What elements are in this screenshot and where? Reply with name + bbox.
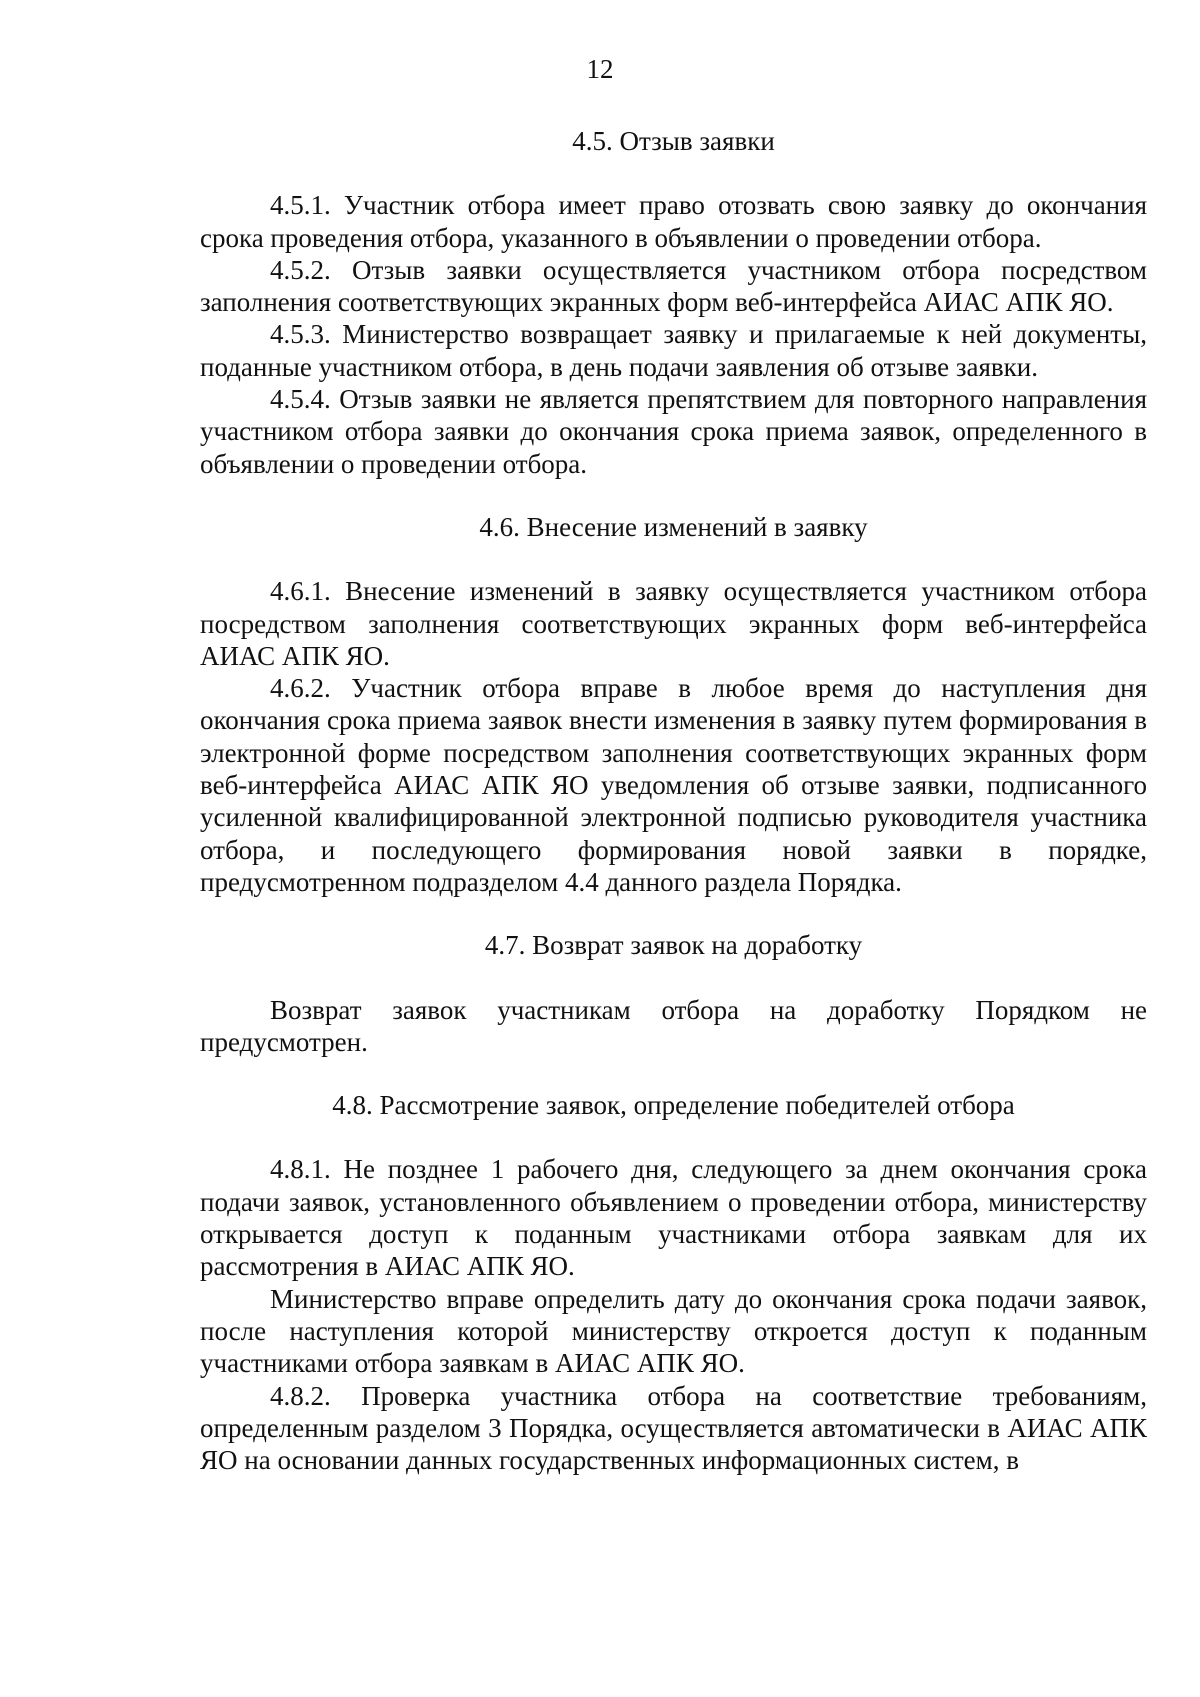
document-body [200,125,1147,1476]
spacer [200,898,1147,929]
paragraph-4-7: Возврат заявок участникам отбора на доработку Порядком не предусмотрен. [200,994,1147,1057]
section-heading-4-5: 4.5. Отзыв заявки [572,126,775,156]
section-heading-4-7: 4.7. Возврат заявок на доработку [484,930,863,961]
spacer [200,480,1147,511]
paragraph-4-8-2: 4.8.2. Проверка участника отбора на соответствие требованиям, определенным разделом 3 Порядка, осуществляется автоматически в АИАС АПК ЯО на основании данных государственных информационных систем, в [200,1380,1147,1476]
paragraph-4-5-4: 4.5.4. Отзыв заявки не является препятствием для повторного направления участником отбора заявки до окончания срока приема заявок, определенного в объявлении о проведении отбора. [200,384,1147,479]
paragraph-4-5-3: 4.5.3. Министерство возвращает заявку и прилагаемые к ней документы, поданные участником отбора, в день подачи заявления об отзыве заявки. [200,319,1147,382]
paragraph-4-6-2: 4.6.2. Участник отбора вправе в любое время до наступления дня окончания срока приема заявок внести изменения в заявку путем формирования в электронной форме посредством заполнения соответствующих экранных форм веб-интерфейса АИАС АПК ЯО уведомления об отзыве заявки, подписанного усиленной квалифицированной электронной подписью руководителя участника отбора, и последующего формирования новой заявки в порядке, предусмотренном подразделом 4.4 данного раздела Порядка. [200,673,1147,897]
paragraph-4-8-1: 4.8.1. Не позднее 1 рабочего дня, следующего за днем окончания срока подачи заявок, установленного объявлением о проведении отбора, министерству открывается доступ к поданным участниками отбора заявкам для их рассмотрения в АИАС АПК ЯО. [200,1154,1147,1282]
spacer [200,157,1147,189]
section-heading-4-8: 4.8. Рассмотрение заявок, определение победителей отбора [332,1090,1015,1121]
spacer [200,543,1147,575]
section-heading-4-6: 4.6. Внесение изменений в заявку [479,511,868,542]
spacer [200,1121,1147,1153]
page-number: 12 [586,54,614,84]
paragraph-4-5-1: 4.5.1. Участник отбора имеет право отозвать свою заявку до окончания срока проведения отбора, указанного в объявлении о проведении отбора. [200,190,1147,253]
spacer [200,962,1147,994]
paragraph-4-5-2: 4.5.2. Отзыв заявки осуществляется участником отбора посредством заполнения соответствующих экранных форм веб-интерфейса АИАС АПК ЯО. [200,254,1147,318]
paragraph-4-6-1: 4.6.1. Внесение изменений в заявку осуществляется участником отбора посредством заполнения соответствующих экранных форм веб-интерфейса АИАС АПК ЯО. [200,576,1147,671]
paragraph-4-8-1-continued: Министерство вправе определить дату до окончания срока подачи заявок, после наступления которой министерству откроется доступ к поданным участниками отбора заявкам в АИАС АПК ЯО. [200,1283,1147,1379]
spacer [200,1058,1147,1089]
